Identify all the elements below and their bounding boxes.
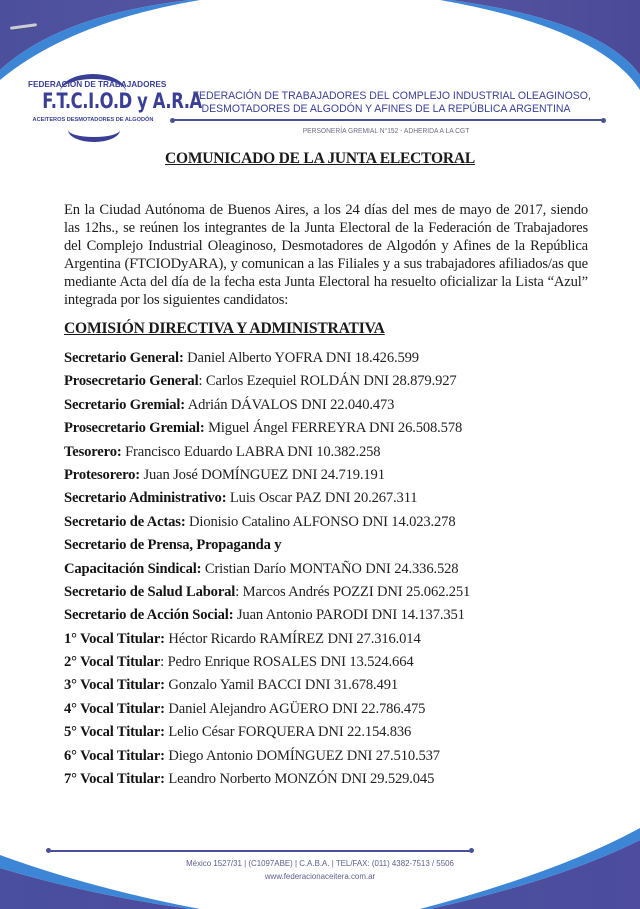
footer-website-link[interactable]: www.federacionaceitera.com.ar <box>264 871 376 881</box>
candidate-row <box>64 370 584 393</box>
letterhead-title <box>192 90 591 116</box>
candidate-role: Secretario de Prensa, Propaganda y <box>64 537 282 554</box>
candidate-role: Secretario de Salud Laboral <box>64 583 236 600</box>
candidate-name: : Marcos Andrés POZZI DNI 25.062.251 <box>235 583 471 600</box>
candidate-row <box>64 604 584 627</box>
candidate-role: Prosecretario General <box>64 373 199 390</box>
candidate-role: 2° Vocal Titular <box>64 654 161 671</box>
footer-divider <box>48 850 472 852</box>
candidate-role: Tesorero: <box>64 443 122 460</box>
candidate-name: Daniel Alberto YOFRA DNI 18.426.599 <box>187 350 419 366</box>
candidate-name: Lelio César FORQUERA DNI 22.154.836 <box>168 724 412 741</box>
candidate-role: 3° Vocal Titular: <box>64 677 165 694</box>
letterhead-subtitle: PERSONERÍA GREMIAL N°152 - ADHERIDA A LA CGT <box>302 126 470 135</box>
candidate-name: : Carlos Ezequiel ROLDÁN DNI 28.879.927 <box>198 373 457 390</box>
candidate-name: Dionisio Catalino ALFONSO DNI 14.023.278 <box>189 513 456 530</box>
candidate-role: 1° Vocal Titular: <box>64 630 165 647</box>
candidate-row <box>64 581 584 604</box>
candidate-row <box>64 651 584 674</box>
candidate-role: Secretario General: <box>64 350 184 366</box>
candidate-row <box>64 768 584 791</box>
logo-top-text: FEDERACIÓN DE TRABAJADORES <box>28 80 167 89</box>
candidate-role: 5° Vocal Titular: <box>64 724 165 741</box>
candidate-role: Secretario Administrativo: <box>64 490 227 507</box>
candidate-name: Cristian Darío MONTAÑO DNI 24.336.528 <box>204 560 459 577</box>
candidate-name: Héctor Ricardo RAMÍREZ DNI 27.316.014 <box>168 630 421 647</box>
candidate-name: Juan Antonio PARODI DNI 14.137.351 <box>236 607 465 624</box>
candidate-name: Luis Oscar PAZ DNI 20.267.311 <box>229 490 418 507</box>
candidate-name: Leandro Norberto MONZÓN DNI 29.529.045 <box>168 771 435 788</box>
candidate-name: Gonzalo Yamil BACCI DNI 31.678.491 <box>168 677 398 694</box>
header-divider <box>172 119 604 121</box>
divider-dot-right <box>601 118 606 123</box>
candidate-name: Adrián DÁVALOS DNI 22.040.473 <box>187 396 395 413</box>
candidate-row <box>64 628 584 651</box>
intro-paragraph: En la Ciudad Autónoma de Buenos Aires, a los 24 días del mes de mayo de 2017, siendo las 12hs., se reúnen los integrantes de la Junta Electoral de la Federación de Trabajadores del Complejo Industrial Oleaginoso, Desmotadores de Algodón y Afines de la República Argentina (FTCIODyARA), y comunican a las Filiales y a sus trabajadores afiliados/as que mediante Acta del día de la fecha esta Junta Electoral ha resuelto oficializar la Lista “Azul” integrada por los siguientes candidatos: <box>64 202 588 308</box>
candidate-row <box>64 674 584 697</box>
candidate-row <box>64 745 584 768</box>
candidate-row <box>64 347 584 370</box>
candidate-row <box>64 464 584 487</box>
candidate-role: Secretario Gremial: <box>64 396 186 413</box>
candidate-name: Francisco Eduardo LABRA DNI 10.382.258 <box>125 443 381 460</box>
letterhead-title-line1: FEDERACIÓN DE TRABAJADORES DEL COMPLEJO INDUSTRIAL OLEAGINOSO, <box>192 90 591 102</box>
divider-dot-left <box>170 118 175 123</box>
header-band <box>0 0 640 75</box>
candidate-row <box>64 698 584 721</box>
candidate-name: Miguel Ángel FERREYRA DNI 26.508.578 <box>208 420 463 437</box>
candidate-row <box>64 511 584 534</box>
candidate-row <box>64 534 584 557</box>
letterhead-title-line2: DESMOTADORES DE ALGODÓN Y AFINES DE LA REPÚBLICA ARGENTINA <box>201 103 571 115</box>
candidate-role: 4° Vocal Titular: <box>64 700 165 717</box>
footer-address: México 1527/31 | (C1097ABE) | C.A.B.A. | TEL/FAX: (011) 4382-7513 / 5506 <box>186 858 454 868</box>
candidate-row <box>64 721 584 744</box>
logo-acronym: F.T.C.I.O.D y A.R.A <box>42 89 202 113</box>
candidate-role: Secretario de Acción Social: <box>64 607 234 624</box>
logo-arc-bottom <box>68 130 120 142</box>
logo-bottom-text: ACEITEROS DESMOTADORES DE ALGODÓN <box>32 117 154 123</box>
candidate-role: 7° Vocal Titular: <box>64 771 165 788</box>
candidate-role: Secretario de Actas: <box>64 513 186 530</box>
candidate-role: Capacitación Sindical: <box>64 560 202 577</box>
candidate-row <box>64 417 584 440</box>
candidate-name: Diego Antonio DOMÍNGUEZ DNI 27.510.537 <box>168 747 440 764</box>
candidate-list <box>64 347 584 791</box>
candidate-role: Protesorero: <box>64 466 140 483</box>
candidate-row <box>64 558 584 581</box>
candidate-role: 6° Vocal Titular: <box>64 747 165 764</box>
candidate-row <box>64 394 584 417</box>
candidate-name: : Pedro Enrique ROSALES DNI 13.524.664 <box>160 654 414 671</box>
candidate-name: Daniel Alejandro AGÜERO DNI 22.786.475 <box>168 700 426 717</box>
candidate-name: Juan José DOMÍNGUEZ DNI 24.719.191 <box>143 466 385 483</box>
candidate-role: Prosecretario Gremial: <box>64 420 205 437</box>
federation-logo <box>28 74 202 142</box>
section-heading: COMISIÓN DIRECTIVA Y ADMINISTRATIVA <box>64 320 385 337</box>
candidate-row <box>64 441 584 464</box>
candidate-row <box>64 487 584 510</box>
document-title: COMUNICADO DE LA JUNTA ELECTORAL <box>165 150 475 167</box>
